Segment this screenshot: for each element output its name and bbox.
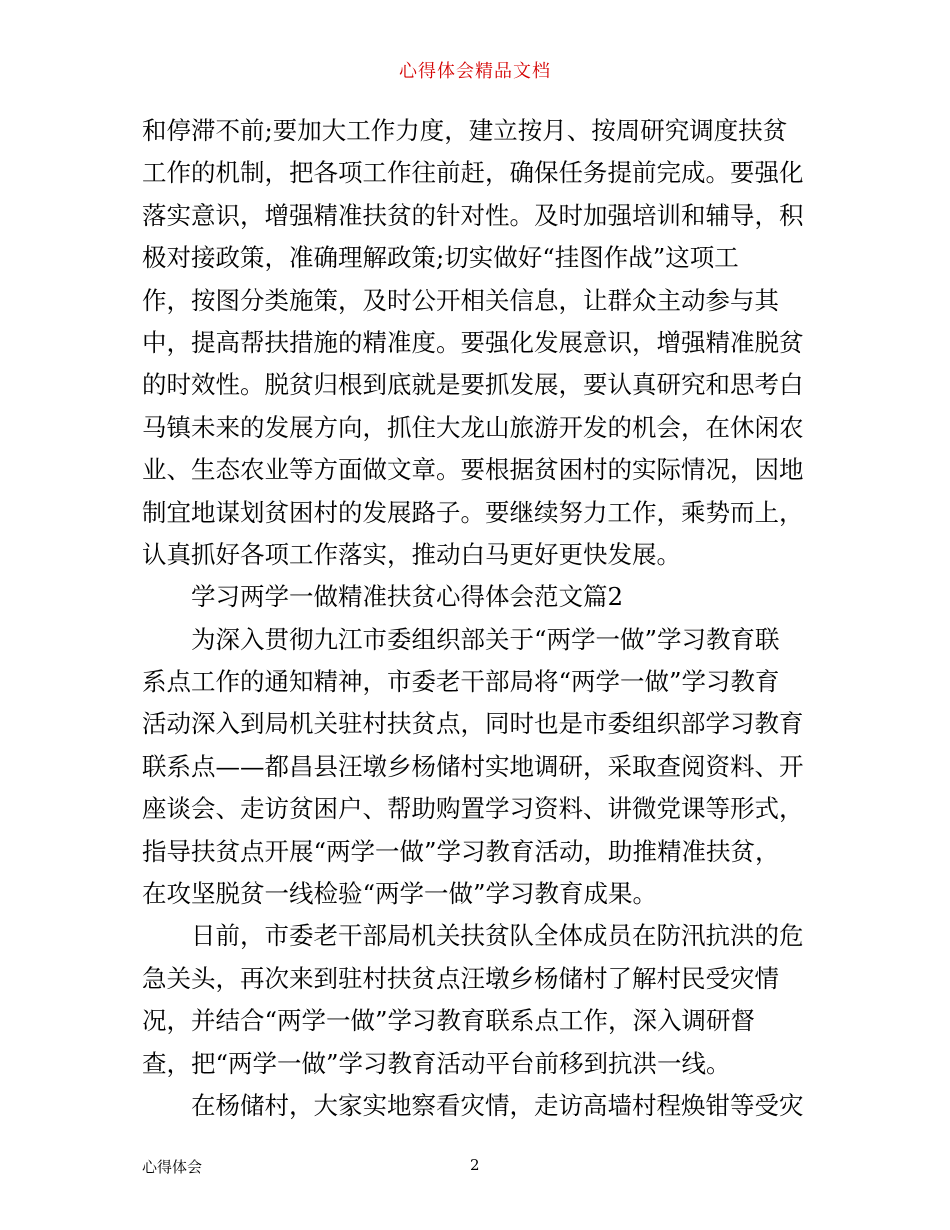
body-line: 指导扶贫点开展“两学一做”学习教育活动，助推精准扶贫， <box>142 836 780 866</box>
body-line: 工作的机制，把各项工作往前赶，确保任务提前完成。要强化 <box>142 158 804 188</box>
body-line: 的时效性。脱贫归根到底就是要抓发展，要认真研究和思考白 <box>142 370 804 400</box>
footer-label: 心得体会 <box>142 1158 203 1176</box>
body-line: 日前，市委老干部局机关扶贫队全体成员在防汛抗洪的危 <box>191 921 804 951</box>
body-line: 极对接政策，准确理解政策;切实做好“挂图作战”这项工 <box>142 243 739 273</box>
body-line: 业、生态农业等方面做文章。要根据贫困村的实际情况，因地 <box>142 455 804 485</box>
page-number: 2 <box>470 1156 480 1174</box>
body-line: 和停滞不前;要加大工作力度，建立按月、按周研究调度扶贫 <box>142 116 788 145</box>
body-line: 制宜地谋划贫困村的发展路子。要继续努力工作，乘势而上， <box>142 497 804 527</box>
body-line: 况，并结合“两学一做”学习教育联系点工作，深入调研督 <box>142 1006 756 1036</box>
page-header: 心得体会精品文档 <box>399 61 551 82</box>
section-heading: 学习两学一做精准扶贫心得体会范文篇2 <box>191 582 624 612</box>
body-line: 中，提高帮扶措施的精准度。要强化发展意识，增强精准脱贫 <box>142 327 804 357</box>
body-line: 系点工作的通知精神，市委老干部局将“两学一做”学习教育 <box>142 667 780 697</box>
body-line: 联系点——都昌县汪墩乡杨储村实地调研，采取查阅资料、开 <box>142 751 804 781</box>
body-line: 为深入贯彻九江市委组织部关于“两学一做”学习教育联 <box>191 624 780 654</box>
body-line: 马镇未来的发展方向，抓住大龙山旅游开发的机会，在休闲农 <box>142 412 804 442</box>
document-body <box>142 110 814 1127</box>
body-line: 查，把“两学一做”学习教育活动平台前移到抗洪一线。 <box>142 1048 731 1078</box>
body-line: 急关头，再次来到驻村扶贫点汪墩乡杨储村了解村民受灾情 <box>142 963 779 993</box>
body-line: 座谈会、走访贫困户、帮助购置学习资料、讲微党课等形式， <box>142 794 804 824</box>
body-line: 作，按图分类施策，及时公开相关信息，让群众主动参与其 <box>142 285 779 315</box>
body-line: 活动深入到局机关驻村扶贫点，同时也是市委组织部学习教育 <box>142 709 804 739</box>
body-line: 落实意识，增强精准扶贫的针对性。及时加强培训和辅导，积 <box>142 200 804 230</box>
body-line: 在杨储村，大家实地察看灾情，走访高墙村程焕钳等受灾 <box>191 1090 804 1120</box>
body-line: 在攻坚脱贫一线检验“两学一做”学习教育成果。 <box>142 879 658 909</box>
body-line: 认真抓好各项工作落实，推动白马更好更快发展。 <box>142 539 681 569</box>
